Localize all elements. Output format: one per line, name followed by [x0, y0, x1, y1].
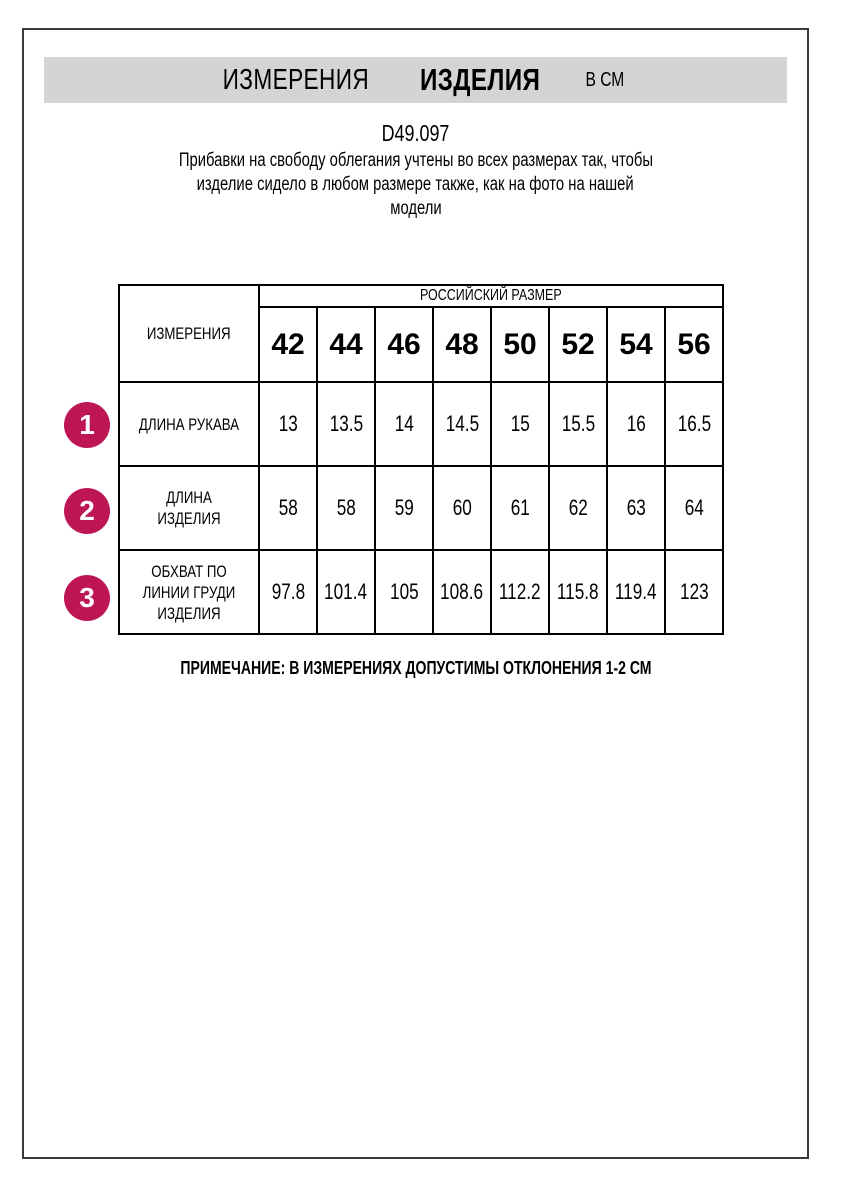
row-label-cell: ДЛИНА РУКАВА: [119, 382, 259, 466]
table-row-chest-girth: [119, 550, 723, 634]
page-title-measurements: ИЗМЕРЕНИЯ: [222, 63, 369, 96]
russian-size-header-cell: РОССИЙСКИЙ РАЗМЕР: [259, 285, 723, 307]
row-marker-2: 2: [64, 488, 110, 534]
corner-header-cell: ИЗМЕРЕНИЯ: [119, 285, 259, 382]
value-cell: 14.5: [433, 382, 491, 466]
value-cell: 58: [259, 466, 317, 550]
size-cell: 54: [607, 307, 665, 382]
value-cell: 58: [317, 466, 375, 550]
value-cell: 108.6: [433, 550, 491, 634]
value-cell: 63: [607, 466, 665, 550]
value-cell: 115.8: [549, 550, 607, 634]
value-cell: 119.4: [607, 550, 665, 634]
fit-description: [22, 149, 809, 221]
value-cell: 13: [259, 382, 317, 466]
tolerance-note: ПРИМЕЧАНИЕ: В ИЗМЕРЕНИЯХ ДОПУСТИМЫ ОТКЛОНЕНИЯ 1-2 СМ: [179, 658, 652, 678]
size-cell: 46: [375, 307, 433, 382]
value-cell: 61: [491, 466, 549, 550]
page-title-product: ИЗДЕЛИЯ: [420, 62, 541, 97]
size-cell: 44: [317, 307, 375, 382]
size-cell: 42: [259, 307, 317, 382]
value-cell: 13.5: [317, 382, 375, 466]
value-cell: 64: [665, 466, 723, 550]
title-bar: [44, 57, 787, 103]
fit-description-line: изделие сидело в любом размере также, как на фото на нашей: [196, 174, 635, 195]
value-cell: 16: [607, 382, 665, 466]
value-cell: 112.2: [491, 550, 549, 634]
value-cell: 14: [375, 382, 433, 466]
value-cell: 60: [433, 466, 491, 550]
size-cell: 48: [433, 307, 491, 382]
fit-description-line: модели: [389, 198, 442, 219]
fit-description-line: Прибавки на свободу облегания учтены во всех размерах так, чтобы: [178, 150, 653, 171]
value-cell: 105: [375, 550, 433, 634]
value-cell: 123: [665, 550, 723, 634]
table-row-sleeve-length: [119, 382, 723, 466]
size-table: [118, 284, 724, 635]
table-row-size-header: [119, 285, 723, 307]
row-marker-1: 1: [64, 402, 110, 448]
page-title-unit: В СМ: [585, 68, 624, 91]
value-cell: 62: [549, 466, 607, 550]
size-cell: 52: [549, 307, 607, 382]
value-cell: 97.8: [259, 550, 317, 634]
row-label-cell: ДЛИНА ИЗДЕЛИЯ: [119, 466, 259, 550]
table-row-garment-length: [119, 466, 723, 550]
value-cell: 101.4: [317, 550, 375, 634]
value-cell: 15.5: [549, 382, 607, 466]
value-cell: 16.5: [665, 382, 723, 466]
row-marker-3: 3: [64, 575, 110, 621]
value-cell: 59: [375, 466, 433, 550]
size-cell: 56: [665, 307, 723, 382]
value-cell: 15: [491, 382, 549, 466]
model-code: D49.097: [381, 120, 450, 146]
size-cell: 50: [491, 307, 549, 382]
row-label-cell: ОБХВАТ ПО ЛИНИИ ГРУДИ ИЗДЕЛИЯ: [119, 550, 259, 634]
